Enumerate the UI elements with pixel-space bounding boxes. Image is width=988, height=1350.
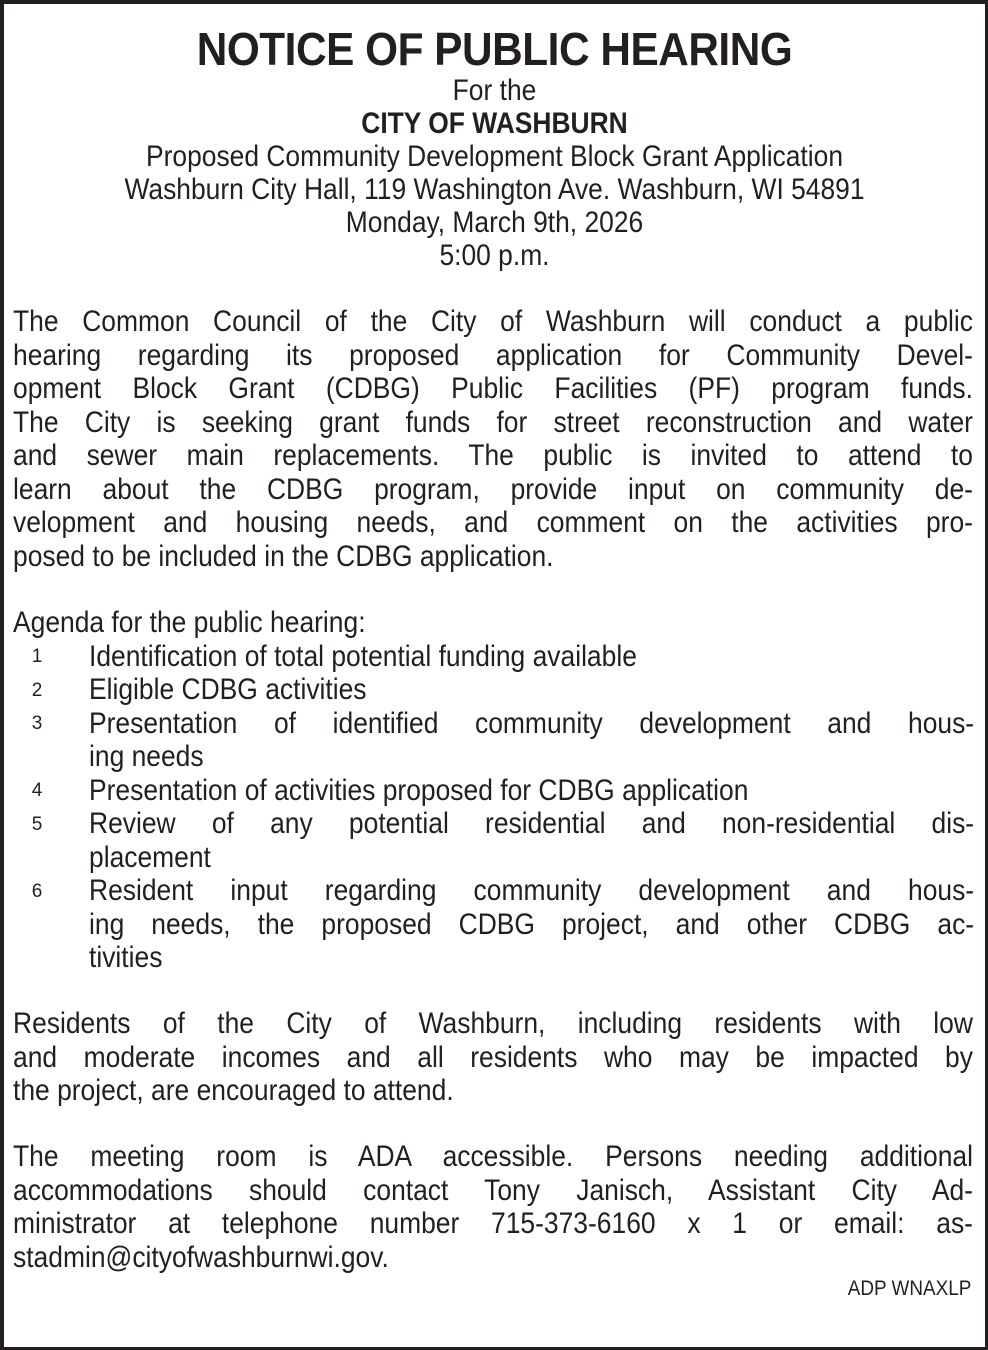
notice-title: NOTICE OF PUBLIC HEARING <box>196 23 793 75</box>
paragraph-line: learn about the CDBG program, provide input on community de- <box>13 472 973 506</box>
for-the-label: For the <box>452 74 537 107</box>
agenda-item-line: Identification of total potential funding available <box>89 639 637 673</box>
agenda-item-number: 4 <box>31 780 43 801</box>
agenda-item-line: ing needs, the proposed CDBG project, and other CDBG ac- <box>89 907 975 941</box>
paragraph-line: and moderate incomes and all residents who may be impacted by <box>13 1040 973 1074</box>
paragraph-line: The meeting room is ADA accessible. Persons needing additional <box>13 1140 973 1173</box>
agenda-item-line: Review of any potential residential and non-residential dis- <box>89 807 975 840</box>
agenda-item-line: Eligible CDBG activities <box>89 673 367 706</box>
contact-email-line: stadmin@cityofwashburnwi.gov. <box>13 1240 389 1274</box>
paragraph-line: The Common Council of the City of Washburn will conduct a public <box>13 305 973 338</box>
paragraph-line: Residents of the City of Washburn, including residents with low <box>13 1007 973 1040</box>
paragraph-line: accommodations should contact Tony Janisch, Assistant City Ad- <box>13 1173 973 1207</box>
paragraph-line: velopment and housing needs, and comment on the activities pro- <box>13 506 973 539</box>
hearing-time: 5:00 p.m. <box>439 239 550 272</box>
agenda-item-line: placement <box>89 840 211 874</box>
agenda-item-number: 1 <box>31 646 43 667</box>
agenda-item-number: 6 <box>31 880 43 902</box>
paragraph-line: The City is seeking grant funds for street reconstruction and water <box>13 405 973 439</box>
agenda-item-line: Presentation of activities proposed for CDBG application <box>89 773 749 807</box>
city-name: CITY OF WASHBURN <box>361 107 628 140</box>
agenda-item-line: ing needs <box>89 740 204 773</box>
agenda-item-line: tivities <box>89 941 163 974</box>
hearing-date: Monday, March 9th, 2026 <box>345 206 644 239</box>
ad-reference-code: ADP WNAXLP <box>847 1277 971 1300</box>
hearing-subject: Proposed Community Development Block Grant Application <box>145 140 844 173</box>
agenda-item-number: 2 <box>31 679 43 701</box>
paragraph-line: posed to be included in the CDBG application. <box>13 539 554 573</box>
agenda-item-number: 3 <box>31 713 43 734</box>
agenda-item-line: Presentation of identified community development and hous- <box>89 706 975 740</box>
paragraph-line: and sewer main replacements. The public is invited to attend to <box>13 439 973 472</box>
agenda-item-line: Resident input regarding community development and hous- <box>89 874 975 907</box>
paragraph-line: the project, are encouraged to attend. <box>13 1074 454 1107</box>
paragraph-line: hearing regarding its proposed application for Community Devel- <box>13 338 973 372</box>
agenda-item-number: 5 <box>31 813 43 835</box>
hearing-location: Washburn City Hall, 119 Washington Ave. Washburn, WI 54891 <box>124 173 865 206</box>
agenda-heading: Agenda for the public hearing: <box>13 606 366 639</box>
paragraph-line: opment Block Grant (CDBG) Public Facilities (PF) program funds. <box>13 372 973 405</box>
paragraph-line: ministrator at telephone number 715-373-6160 x 1 or email: as- <box>13 1207 973 1240</box>
